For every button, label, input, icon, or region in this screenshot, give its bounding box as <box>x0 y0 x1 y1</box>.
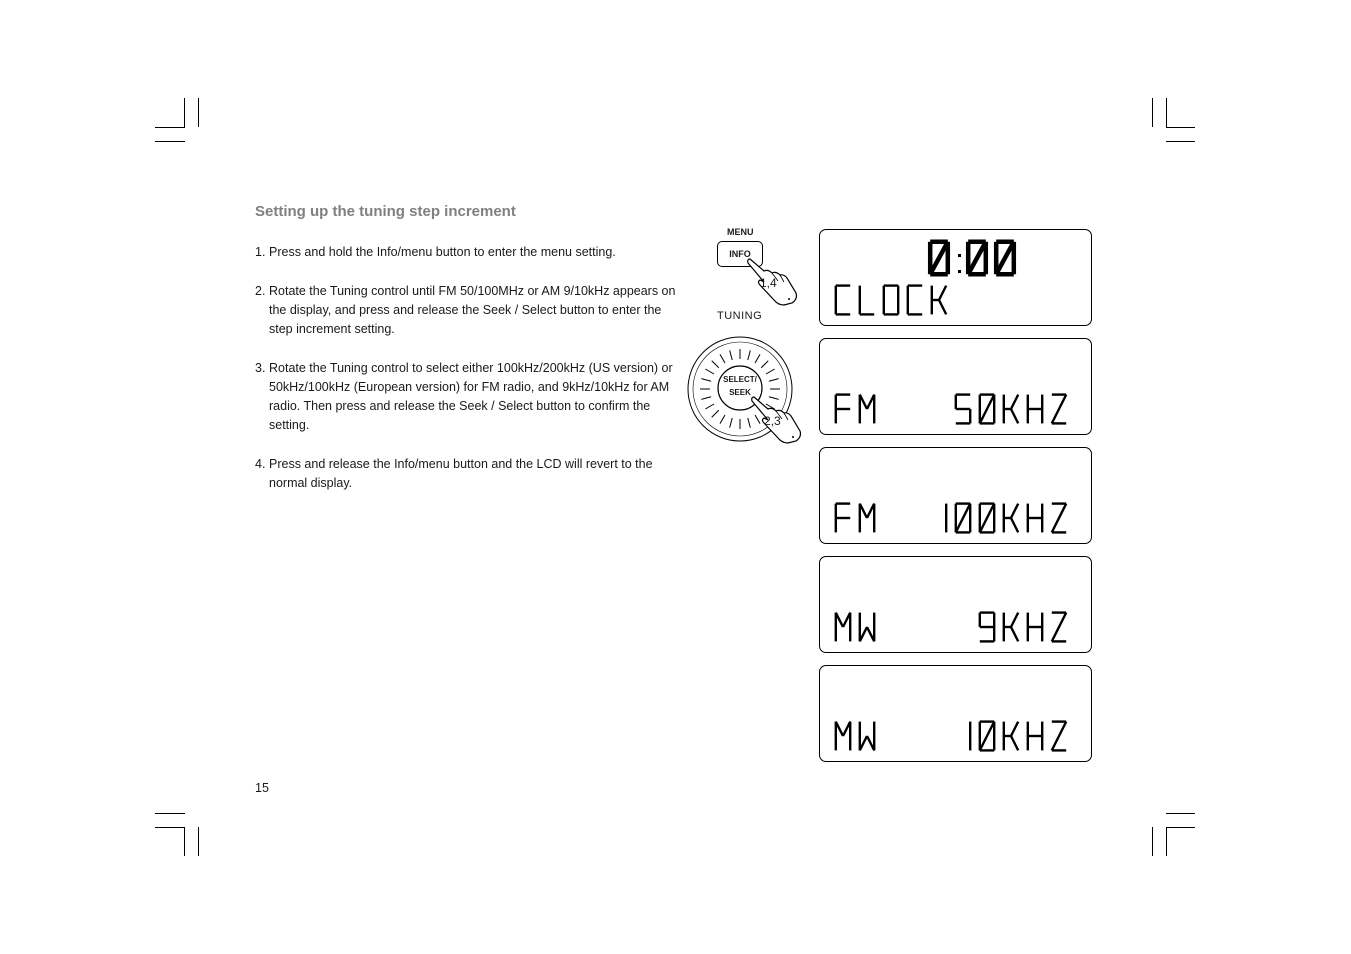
lcd-segment <box>1011 722 1018 736</box>
lcd-segment-graphic <box>820 666 1093 763</box>
lcd-segment-graphic <box>820 339 1093 436</box>
lcd-display-fm-50khz <box>819 338 1092 435</box>
knob-label-select: SELECT/ <box>723 375 757 384</box>
step-4 <box>255 455 685 493</box>
step-1 <box>255 243 685 262</box>
step-number: 3. <box>255 361 266 375</box>
step-number: 1. <box>255 245 266 259</box>
lcd-segment <box>939 300 946 314</box>
step-reference-label: 2,3 <box>764 414 781 428</box>
lcd-segment <box>1011 613 1018 627</box>
menu-label: MENU <box>727 227 754 237</box>
tuning-label: TUNING <box>717 310 763 322</box>
lcd-display-mw-9khz <box>819 556 1092 653</box>
section-title: Setting up the tuning step increment <box>255 203 516 220</box>
lcd-segment <box>980 722 994 751</box>
lcd-segment <box>996 242 1014 274</box>
lcd-segment <box>980 395 994 424</box>
lcd-segment-graphic <box>820 448 1093 545</box>
step-reference-label: 1,4 <box>760 276 777 290</box>
step-text: Press and hold the Info/menu button to enter the menu setting. <box>269 245 616 259</box>
lcd-segment <box>1011 395 1018 409</box>
lcd-segment <box>1052 395 1066 424</box>
knob-label-seek: SEEK <box>729 388 751 397</box>
lcd-segment <box>1052 722 1066 751</box>
lcd-colon-dot <box>958 254 961 257</box>
lcd-segment <box>1052 504 1066 533</box>
lcd-segment-graphic <box>820 557 1093 654</box>
lcd-segment-graphic <box>820 230 1093 327</box>
step-number: 4. <box>255 457 266 471</box>
lcd-segment <box>968 242 986 274</box>
step-3 <box>255 359 685 435</box>
page-number: 15 <box>255 781 269 795</box>
step-text: Rotate the Tuning control to select either 100kHz/200kHz (US version) or 50kHz/100kHz (European version) for FM radio, and 9kHz/10kHz for AM radio. Then press and release the Seek / Select button to confirm the setting. <box>269 361 673 432</box>
step-text: Press and release the Info/menu button and the LCD will revert to the normal display. <box>269 457 653 490</box>
step-number: 2. <box>255 284 266 298</box>
lcd-segment <box>930 242 948 274</box>
lcd-segment <box>1011 409 1018 423</box>
lcd-segment <box>956 504 970 533</box>
lcd-segment <box>1011 627 1018 641</box>
lcd-segment <box>980 504 994 533</box>
lcd-segment <box>939 286 946 300</box>
lcd-segment <box>1052 613 1066 642</box>
instruction-steps <box>255 243 685 513</box>
info-button: INFO <box>717 241 763 267</box>
lcd-segment <box>1011 504 1018 518</box>
step-2 <box>255 282 685 339</box>
lcd-colon-dot <box>958 270 961 273</box>
lcd-display-fm-100khz <box>819 447 1092 544</box>
step-text: Rotate the Tuning control until FM 50/100MHz or AM 9/10kHz appears on the display, and press and release the Seek / Select button to enter the step increment setting. <box>269 284 676 336</box>
lcd-segment <box>1011 736 1018 750</box>
lcd-display-clock <box>819 229 1092 326</box>
lcd-segment <box>1011 518 1018 532</box>
lcd-display-mw-10khz <box>819 665 1092 762</box>
